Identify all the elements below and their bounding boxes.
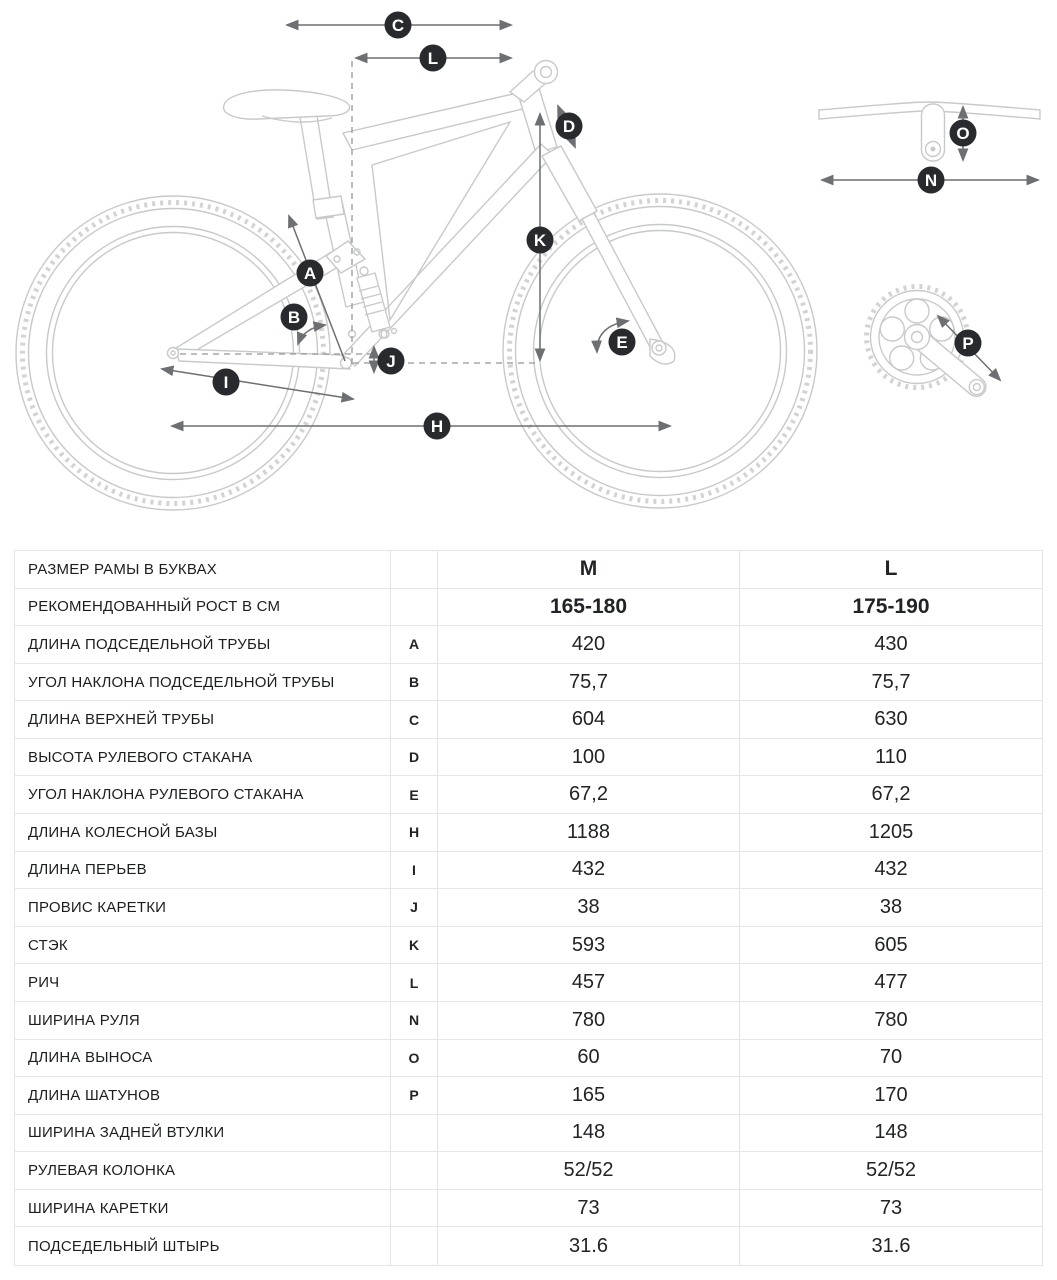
row-letter: K: [391, 927, 438, 964]
row-letter: [391, 1227, 438, 1265]
row-value-l: 630: [874, 708, 908, 731]
dim-label-a: [297, 260, 324, 287]
row-value-l: 1205: [868, 820, 914, 843]
row-letter: D: [391, 739, 438, 776]
row-value-l: 432: [874, 858, 908, 881]
svg-text:O: O: [956, 124, 970, 143]
frame: [168, 88, 558, 369]
table-row: [15, 664, 1042, 702]
row-value-l: 477: [874, 971, 908, 994]
row-label: УГОЛ НАКЛОНА ПОДСЕДЕЛЬНОЙ ТРУБЫ: [15, 664, 391, 701]
svg-text:D: D: [562, 117, 576, 136]
row-value-l: 780: [874, 1008, 908, 1031]
stem-top: [922, 104, 945, 161]
top-tube: [343, 91, 535, 150]
dim-label-k: [527, 227, 554, 254]
row-letter: I: [391, 852, 438, 889]
dim-label-i: [213, 369, 240, 396]
row-letter: [391, 589, 438, 626]
row-letter: [391, 1152, 438, 1189]
row-label: РЕКОМЕНДОВАННЫЙ РОСТ В СМ: [15, 589, 391, 626]
row-value-l: 52/52: [865, 1159, 917, 1182]
fork-leg: [582, 213, 662, 347]
row-letter: [391, 551, 438, 588]
row-value-m: 75,7: [438, 664, 740, 701]
row-value-l: 430: [874, 632, 908, 655]
row-value-l: 110: [875, 745, 907, 768]
row-label: ДЛИНА ПЕРЬЕВ: [15, 852, 391, 889]
row-letter: E: [391, 776, 438, 813]
row-value-l: 170: [874, 1083, 908, 1106]
row-letter: A: [391, 626, 438, 663]
row-value-l: 605: [874, 933, 908, 956]
pedal-hole: [969, 380, 984, 395]
table-row: [15, 1077, 1042, 1115]
row-value-l: 38: [879, 895, 903, 918]
down-tube: [343, 144, 553, 366]
table-row: [15, 589, 1042, 627]
dim-label-c: [385, 12, 412, 39]
row-label: РАЗМЕР РАМЫ В БУКВАХ: [15, 551, 391, 588]
shock-eyelet-top: [360, 267, 368, 275]
row-value-l: 75,7: [871, 670, 911, 693]
table-row: [15, 776, 1042, 814]
row-value-m: 604: [438, 701, 740, 738]
svg-text:B: B: [287, 308, 301, 327]
row-label: ШИРИНА ЗАДНЕЙ ВТУЛКИ: [15, 1115, 391, 1152]
row-value-m: 420: [438, 626, 740, 663]
row-value-m: 73: [438, 1190, 740, 1227]
row-value-m: 593: [438, 927, 740, 964]
dim-label-l: [420, 45, 447, 72]
row-label: ДЛИНА ВЕРХНЕЙ ТРУБЫ: [15, 701, 391, 738]
row-value-l: 70: [879, 1046, 903, 1069]
row-letter: L: [391, 964, 438, 1001]
row-letter: C: [391, 701, 438, 738]
dim-label-j: [378, 348, 405, 375]
row-value-l: 31.6: [871, 1234, 911, 1257]
row-value-l: 67,2: [871, 783, 911, 806]
svg-text:L: L: [427, 49, 439, 68]
row-value-m: 432: [438, 852, 740, 889]
svg-text:I: I: [223, 373, 229, 392]
dim-label-h: [424, 413, 451, 440]
svg-text:E: E: [616, 333, 628, 352]
row-label: УГОЛ НАКЛОНА РУЛЕВОГО СТАКАНА: [15, 776, 391, 813]
row-value-l: 73: [879, 1196, 903, 1219]
row-letter: P: [391, 1077, 438, 1114]
row-letter: J: [391, 889, 438, 926]
row-value-m: 148: [438, 1115, 740, 1152]
row-value-m: 38: [438, 889, 740, 926]
dim-label-d: [556, 113, 583, 140]
dim-chainstay-i: [162, 369, 353, 399]
dim-label-p: [955, 330, 982, 357]
table-row: [15, 852, 1042, 890]
table-row: [15, 1152, 1042, 1190]
row-value-l: L: [884, 557, 898, 581]
row-letter: B: [391, 664, 438, 701]
table-row: [15, 964, 1042, 1002]
dim-seat-angle-b: [298, 325, 325, 344]
table-row: [15, 927, 1042, 965]
dim-label-b: [281, 304, 308, 331]
row-letter: [391, 1115, 438, 1152]
row-label: ДЛИНА ВЫНОСА: [15, 1040, 391, 1077]
row-value-m: 780: [438, 1002, 740, 1039]
row-value-m: 457: [438, 964, 740, 1001]
row-label: РУЛЕВАЯ КОЛОНКА: [15, 1152, 391, 1189]
fork: [542, 146, 675, 364]
table-row: [15, 739, 1042, 777]
row-value-m: 100: [438, 739, 740, 776]
row-label: ШИРИНА КАРЕТКИ: [15, 1190, 391, 1227]
geometry-table: [14, 550, 1043, 1266]
row-value-l: 148: [874, 1121, 908, 1144]
fork-crown: [542, 146, 597, 221]
table-row: [15, 626, 1042, 664]
row-value-m: 67,2: [438, 776, 740, 813]
row-letter: [391, 1190, 438, 1227]
row-label: ДЛИНА КОЛЕСНОЙ БАЗЫ: [15, 814, 391, 851]
dim-label-n: [918, 167, 945, 194]
table-row: [15, 551, 1042, 589]
row-label: ДЛИНА ПОДСЕДЕЛЬНОЙ ТРУБЫ: [15, 626, 391, 663]
crank-spindle: [905, 325, 930, 350]
table-row: [15, 701, 1042, 739]
table-row: [15, 1227, 1042, 1265]
table-row: [15, 889, 1042, 927]
row-value-m: 165: [438, 1077, 740, 1114]
table-row: [15, 1002, 1042, 1040]
row-value-m: 165-180: [438, 589, 740, 626]
table-row: [15, 1115, 1042, 1153]
table-row: [15, 814, 1042, 852]
row-value-m: 1188: [438, 814, 740, 851]
svg-text:P: P: [962, 334, 974, 353]
row-letter: H: [391, 814, 438, 851]
svg-text:J: J: [386, 352, 396, 371]
dim-label-o: [950, 120, 977, 147]
row-letter: N: [391, 1002, 438, 1039]
seat-clamp: [313, 196, 344, 218]
row-label: ПОДСЕДЕЛЬНЫЙ ШТЫРЬ: [15, 1227, 391, 1265]
svg-text:C: C: [391, 16, 405, 35]
row-value-m: 60: [438, 1040, 740, 1077]
table-row: [15, 1190, 1042, 1228]
bottom-bracket: [341, 358, 352, 369]
row-value-m: 52/52: [438, 1152, 740, 1189]
row-value-m: 31.6: [438, 1227, 740, 1265]
row-value-l: 175-190: [852, 594, 930, 618]
row-label: ВЫСОТА РУЛЕВОГО СТАКАНА: [15, 739, 391, 776]
handlebar-grip: [535, 61, 558, 84]
row-label: ПРОВИС КАРЕТКИ: [15, 889, 391, 926]
row-value-m: M: [438, 551, 740, 588]
svg-text:K: K: [533, 231, 547, 250]
rear-axle: [168, 348, 179, 359]
row-label: ДЛИНА ШАТУНОВ: [15, 1077, 391, 1114]
row-label: ШИРИНА РУЛЯ: [15, 1002, 391, 1039]
dim-label-e: [609, 329, 636, 356]
saddle: [224, 90, 350, 119]
front-axle: [652, 341, 666, 355]
bike-geometry-diagram: [0, 0, 1057, 545]
row-label: РИЧ: [15, 964, 391, 1001]
table-row: [15, 1040, 1042, 1078]
svg-text:A: A: [303, 264, 317, 283]
svg-text:N: N: [924, 171, 938, 190]
row-letter: O: [391, 1040, 438, 1077]
row-label: СТЭК: [15, 927, 391, 964]
handlebar-top-view: [819, 102, 1040, 161]
svg-text:H: H: [430, 417, 444, 436]
